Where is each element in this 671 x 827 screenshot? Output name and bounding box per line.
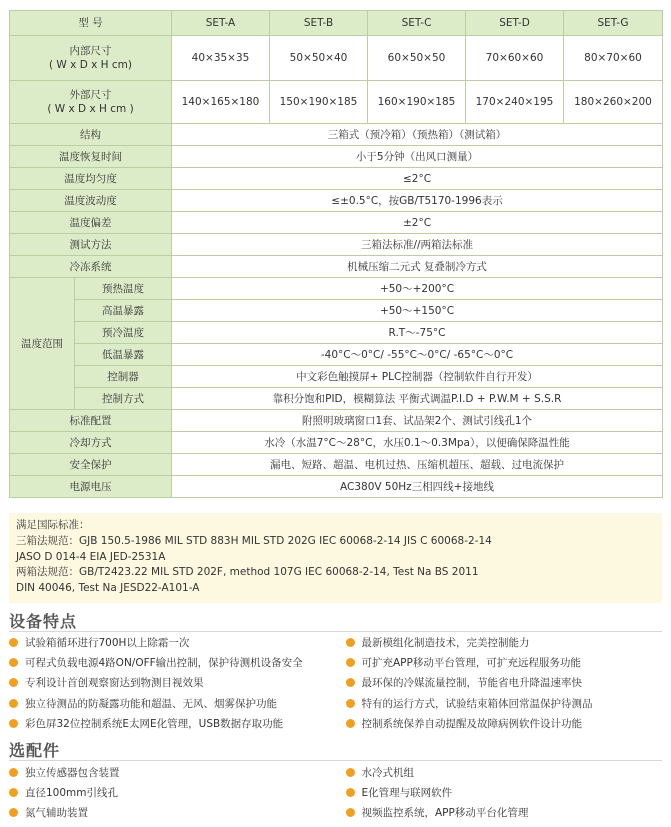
range-sub-label: 高温暴露 xyxy=(75,300,172,322)
features-item-text: 可扩充APP移动平台管理，可扩充远程服务功能 xyxy=(361,657,581,670)
range-label: 温度范围 xyxy=(10,278,75,410)
bullet-dot-icon xyxy=(9,699,18,708)
outer-size-value: 170×240×195 xyxy=(466,81,564,124)
spec-value: 三箱法标准//两箱法标准 xyxy=(172,234,663,256)
spec-value: 水冷（水温7°C〜28°C，水压0.1〜0.3Mpa），以便确保降温性能 xyxy=(172,432,663,454)
standards-line: 三箱法规范：GJB 150.5-1986 MIL STD 883H MIL STD 202G IEC 60068-2-14 JIS C 60068-2-14 xyxy=(16,534,492,547)
standards-line: JASO D 014-4 EIA JED-2531A xyxy=(16,550,166,563)
spec-value: 附照明玻璃窗口1套、试品架2个、测试引线孔1个 xyxy=(172,410,663,432)
model-row xyxy=(10,11,663,36)
outer-size-value: 140×165×180 xyxy=(172,81,270,124)
range-value: 中文彩色触摸屏+ PLC控制器（控制软件自行开发） xyxy=(172,366,663,388)
spec-value: 漏电、短路、超温、电机过热、压缩机超压、超载、过电流保护 xyxy=(172,454,663,476)
inner-size-value: 40×35×35 xyxy=(172,36,270,81)
spec-value: AC380V 50Hz三相四线+接地线 xyxy=(172,476,663,498)
spec-label: 安全保护 xyxy=(10,454,172,476)
features-title: 设备特点 xyxy=(9,612,78,631)
spec-row xyxy=(10,190,663,212)
features-item xyxy=(9,716,336,731)
accessories-item-text: 直径100mm引线孔 xyxy=(25,787,118,800)
range-row xyxy=(10,366,663,388)
accessories-title: 选配件 xyxy=(9,741,61,760)
features-item xyxy=(9,675,336,690)
range-value: +50〜+200°C xyxy=(172,278,663,300)
features-item xyxy=(336,655,663,670)
bullet-dot-icon xyxy=(346,658,355,667)
spec-row xyxy=(10,168,663,190)
features-row xyxy=(9,632,662,652)
features-item xyxy=(9,696,336,711)
accessories-item xyxy=(336,805,663,820)
accessories-item xyxy=(336,765,663,780)
spec-label: 电源电压 xyxy=(10,476,172,498)
bullet-dot-icon xyxy=(346,788,355,797)
inner-size-label-line1: 内部尺寸 xyxy=(69,45,112,57)
range-sub-label: 控制器 xyxy=(75,366,172,388)
range-value: 靠积分饱和PID，模糊算法 平衡式调温P.I.D + P.W.M + S.S.R xyxy=(172,388,663,410)
bullet-dot-icon xyxy=(9,658,18,667)
range-value: -40°C〜0°C/ -55°C〜0°C/ -65°C〜0°C xyxy=(172,344,663,366)
inner-size-value: 60×50×50 xyxy=(368,36,466,81)
range-value: +50〜+150°C xyxy=(172,300,663,322)
features-item xyxy=(336,635,663,650)
bullet-dot-icon xyxy=(346,678,355,687)
inner-size-value: 50×50×40 xyxy=(270,36,368,81)
features-row xyxy=(9,673,662,693)
bullet-dot-icon xyxy=(9,768,18,777)
features-row xyxy=(9,714,662,734)
spec-value: 小于5分钟（出风口测量） xyxy=(172,146,663,168)
accessories-item xyxy=(9,805,336,820)
range-sub-label: 低温暴露 xyxy=(75,344,172,366)
spec-value: 三箱式（预冷箱）（预热箱）（测试箱） xyxy=(172,124,663,146)
standards-note xyxy=(9,513,662,603)
range-sub-label: 预热温度 xyxy=(75,278,172,300)
bullet-dot-icon xyxy=(9,808,18,817)
bullet-dot-icon xyxy=(346,808,355,817)
spec-row xyxy=(10,410,663,432)
features-item xyxy=(9,635,336,650)
model-name: SET-D xyxy=(466,11,564,36)
accessories-item xyxy=(336,785,663,800)
accessories-item-text: 氮气辅助装置 xyxy=(25,807,88,820)
spec-label: 结构 xyxy=(10,124,172,146)
accessories-row xyxy=(9,782,662,802)
inner-size-label-line2: ( W x D x H cm) xyxy=(48,59,132,71)
accessories-item-text: 视频监控系统，APP移动平台化管理 xyxy=(361,807,529,820)
spec-value: 机械压缩二元式 复叠制冷方式 xyxy=(172,256,663,278)
spec-label: 冷却方式 xyxy=(10,432,172,454)
features-row xyxy=(9,693,662,713)
range-row xyxy=(10,344,663,366)
bullet-dot-icon xyxy=(9,678,18,687)
model-name: SET-B xyxy=(270,11,368,36)
spec-row xyxy=(10,432,663,454)
outer-size-label-line1: 外部尺寸 xyxy=(69,89,112,101)
outer-size-value: 160×190×185 xyxy=(368,81,466,124)
accessories-row xyxy=(9,762,662,782)
features-item-text: 彩色屏32位控制系统E太网E化管理，USB数据存取功能 xyxy=(25,718,284,731)
features-item xyxy=(336,675,663,690)
features-item-text: 专利设计首创观察窗达到物测目视效果 xyxy=(25,677,204,690)
spec-row xyxy=(10,212,663,234)
range-sub-label: 控制方式 xyxy=(75,388,172,410)
features-list xyxy=(9,632,662,734)
outer-size-label-line2: ( W x D x H cm ) xyxy=(47,103,134,115)
range-sub-label: 预冷温度 xyxy=(75,322,172,344)
model-label: 型 号 xyxy=(10,11,172,36)
spec-row xyxy=(10,124,663,146)
inner-size-value: 80×70×60 xyxy=(564,36,663,81)
features-item-text: 特有的运行方式，试验结束箱体回常温保护待测品 xyxy=(361,697,593,710)
spec-row xyxy=(10,234,663,256)
features-item xyxy=(336,696,663,711)
bullet-dot-icon xyxy=(9,788,18,797)
spec-label: 冷冻系统 xyxy=(10,256,172,278)
features-item-text: 控制系统保养自动提醒及故障病例软件设计功能 xyxy=(361,718,582,731)
outer-size-row xyxy=(10,81,663,124)
spec-label: 温度波动度 xyxy=(10,190,172,212)
bullet-dot-icon xyxy=(346,768,355,777)
spec-row xyxy=(10,476,663,498)
inner-size-value: 70×60×60 xyxy=(466,36,564,81)
model-name: SET-G xyxy=(564,11,663,36)
spec-table xyxy=(9,10,663,498)
features-item xyxy=(336,716,663,731)
spec-label: 温度均匀度 xyxy=(10,168,172,190)
range-value: R.T〜-75°C xyxy=(172,322,663,344)
spec-row xyxy=(10,454,663,476)
spec-label: 标准配置 xyxy=(10,410,172,432)
spec-value: ≤2°C xyxy=(172,168,663,190)
accessories-item-text: 水冷式机组 xyxy=(361,766,414,779)
bullet-dot-icon xyxy=(346,638,355,647)
range-row xyxy=(10,388,663,410)
outer-size-label xyxy=(10,81,172,124)
model-name: SET-A xyxy=(172,11,270,36)
accessories-item xyxy=(9,765,336,780)
bullet-dot-icon xyxy=(9,719,18,728)
accessories-row xyxy=(9,803,662,823)
standards-line: DIN 40046, Test Na JESD22-A101-A xyxy=(16,582,200,595)
features-row xyxy=(9,652,662,672)
standards-line: 满足国际标准： xyxy=(16,519,90,531)
standards-line: 两箱法规范：GB/T2423.22 MIL STD 202F, method 107G IEC 60068-2-14, Test Na BS 2011 xyxy=(16,566,479,579)
inner-size-row xyxy=(10,36,663,81)
features-item-text: 独立待测品的防凝露功能和超温、无风、烟雾保护功能 xyxy=(25,697,277,710)
accessories-item xyxy=(9,785,336,800)
spec-value: ±2°C xyxy=(172,212,663,234)
features-item xyxy=(9,655,336,670)
accessories-item-text: 独立传感器包含装置 xyxy=(25,766,120,779)
range-row xyxy=(10,278,663,300)
spec-value: ≤±0.5°C，按GB/T5170-1996表示 xyxy=(172,190,663,212)
outer-size-value: 180×260×200 xyxy=(564,81,663,124)
inner-size-label xyxy=(10,36,172,81)
spec-label: 测试方法 xyxy=(10,234,172,256)
accessories-divider xyxy=(9,760,662,761)
features-item-text: 试验箱循环进行700H以上除霜一次 xyxy=(25,636,190,649)
range-row xyxy=(10,322,663,344)
spec-label: 温度恢复时间 xyxy=(10,146,172,168)
bullet-dot-icon xyxy=(346,699,355,708)
spec-row xyxy=(10,146,663,168)
bullet-dot-icon xyxy=(346,719,355,728)
range-row xyxy=(10,300,663,322)
spec-label: 温度偏差 xyxy=(10,212,172,234)
outer-size-value: 150×190×185 xyxy=(270,81,368,124)
accessories-list xyxy=(9,762,662,823)
bullet-dot-icon xyxy=(9,638,18,647)
model-name: SET-C xyxy=(368,11,466,36)
features-item-text: 可程式负载电源4路ON/OFF输出控制，保护待测机设备安全 xyxy=(25,657,303,670)
spec-row xyxy=(10,256,663,278)
accessories-item-text: E化管理与联网软件 xyxy=(361,787,453,800)
features-item-text: 最新模组化制造技术，完美控制能力 xyxy=(361,636,530,649)
features-item-text: 最环保的冷媒流量控制，节能省电升降温速率快 xyxy=(361,677,582,690)
